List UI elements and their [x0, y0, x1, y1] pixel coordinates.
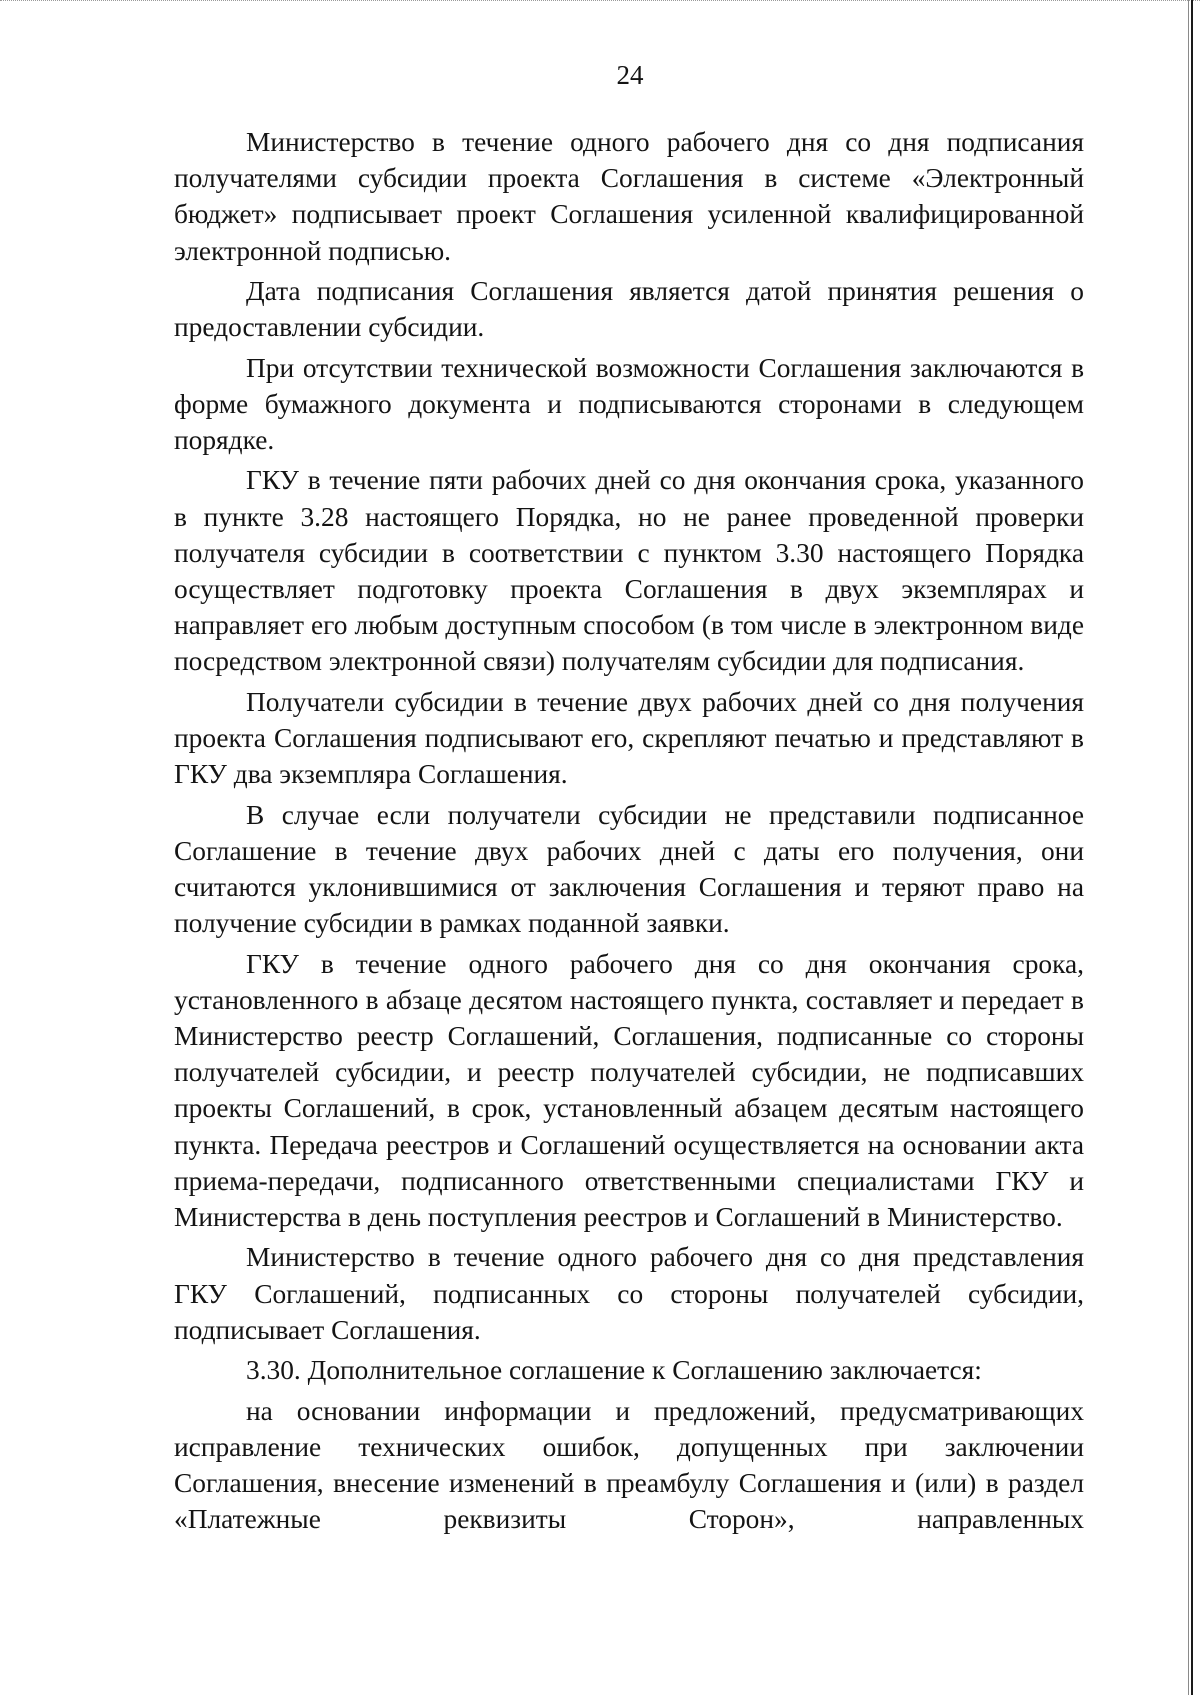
document-body	[174, 124, 1084, 1542]
scan-edge-right-inner	[1188, 0, 1189, 1695]
paragraph-ministry-signs: Министерство в течение одного рабочего дня со дня представления ГКУ Соглашений, подписанных со стороны получателей субсидии, подписывает Соглашения.	[174, 1242, 1084, 1345]
paragraph-3-30-basis: на основании информации и предложений, предусматривающих исправление технических ошибок, допущенных при заключении Соглашения, внесение изменений в преамбулу Соглашения и (или) в раздел «Платежные реквизиты Сторон», направленных	[174, 1395, 1084, 1535]
paragraph-gku-preparation: ГКУ в течение пяти рабочих дней со дня окончания срока, указанного в пункте 3.28 настоящего Порядка, но не ранее проведенной проверки получателя субсидии в соответствии с пунктом 3.30 настоящего Порядка осуществляет подготовку проекта Соглашения в двух экземплярах и направляет его любым доступным способом (в том числе в электронном виде посредством электронной связи) получателям субсидии для подписания.	[174, 465, 1084, 677]
paragraph-ministry-signing: Министерство в течение одного рабочего дня со дня подписания получателями субсидии проекта Соглашения в системе «Электронный бюджет» подписывает проект Соглашения усиленной квалифицированной электронной подписью.	[174, 127, 1084, 266]
paragraph-gku-registry: ГКУ в течение одного рабочего дня со дня окончания срока, установленного в абзаце десятом настоящего пункта, составляет и передает в Министерство реестр Соглашений, Соглашения, подписанные со стороны получателей субсидии, и реестр получателей субсидии, не подписавших проекты Соглашений, в срок, установленный абзацем десятым настоящего пункта. Передача реестров и Соглашений осуществляется на основании акта приема-передачи, подписанного ответственными специалистами ГКУ и Министерства в день поступления реестров и Соглашений в Министерство.	[174, 948, 1084, 1233]
scan-edge-right	[1191, 0, 1193, 1695]
page-number: 24	[616, 60, 644, 90]
paragraph-paper-form: При отсутствии технической возможности Соглашения заключаются в форме бумажного документа и подписываются сторонами в следующем порядке.	[174, 352, 1084, 455]
scan-edge-top	[0, 0, 1200, 3]
paragraph-recipients-sign: Получатели субсидии в течение двух рабочих дней со дня получения проекта Соглашения подписывают его, скрепляют печатью и представляют в ГКУ два экземпляра Соглашения.	[174, 686, 1084, 790]
paragraph-evasion: В случае если получатели субсидии не представили подписанное Соглашение в течение двух рабочих дней с даты его получения, они считаются уклонившимися от заключения Соглашения и теряют право на получение субсидии в рамках поданной заявки.	[174, 799, 1084, 939]
paragraph-signing-date: Дата подписания Соглашения является датой принятия решения о предоставлении субсидии.	[174, 276, 1084, 343]
paragraph-3-30-heading: 3.30. Дополнительное соглашение к Соглашению заключается:	[246, 1355, 982, 1386]
